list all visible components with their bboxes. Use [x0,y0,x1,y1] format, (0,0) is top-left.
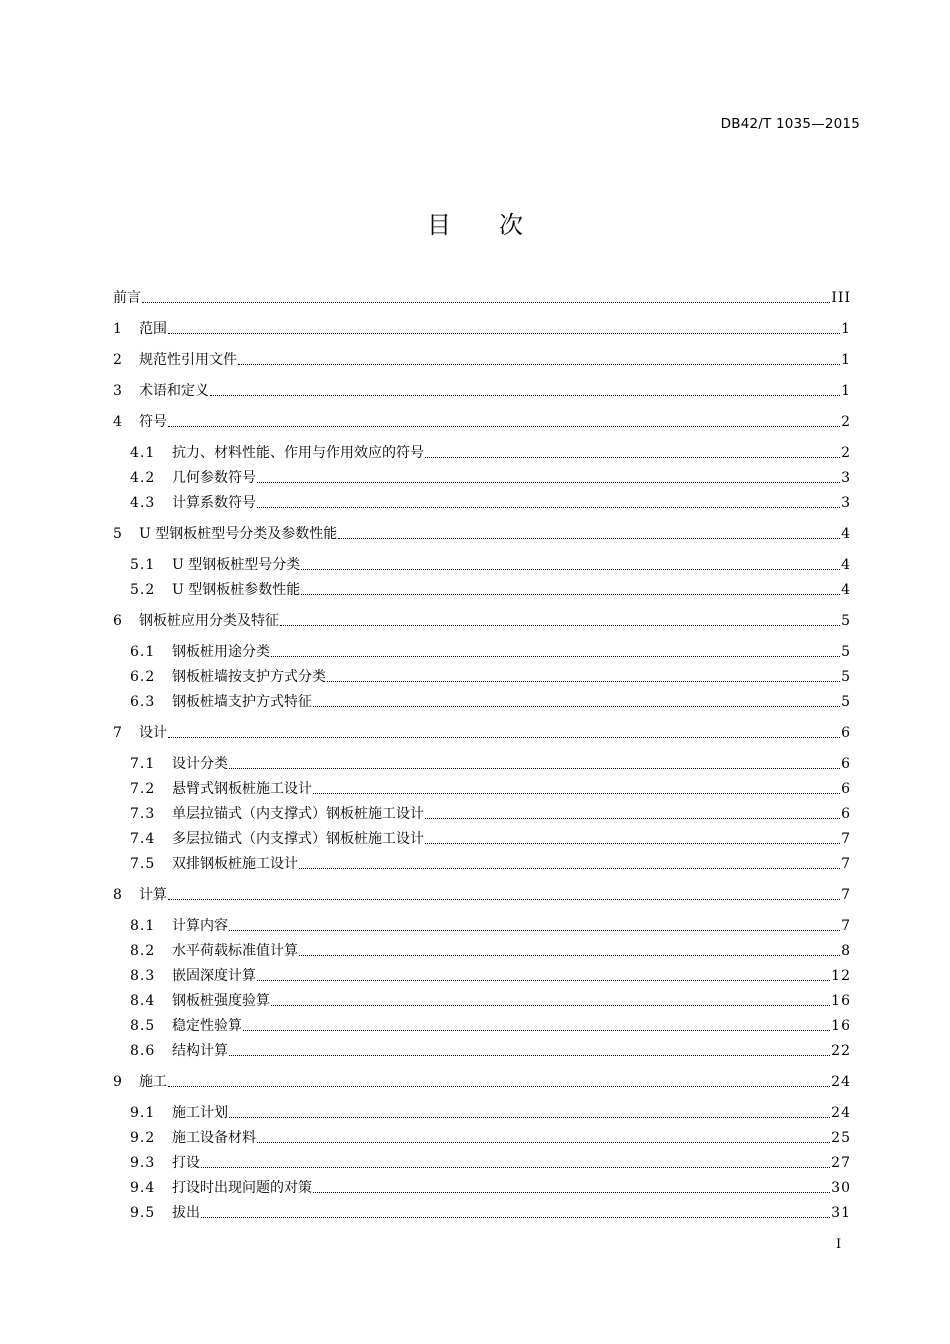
toc-entry-number: 7.4 [130,831,156,847]
toc-entry-page: 7 [841,856,851,872]
toc-entry[interactable] [130,493,851,513]
toc-entry-title: 打设时出现问题的对策 [172,1180,312,1196]
toc-entry-page: 31 [831,1205,851,1221]
toc-entry-title: 钢板桩应用分类及特征 [139,613,279,629]
toc-dot-leader [327,680,840,682]
toc-dot-leader [238,363,840,365]
toc-entry-number: 9.4 [130,1180,156,1196]
toc-entry-page: 7 [841,887,851,903]
toc-entry-number: 7.2 [130,781,156,797]
toc-entry-title: 施工计划 [172,1105,228,1121]
toc-entry-title: 稳定性验算 [172,1018,242,1034]
toc-entry-number: 4.3 [130,495,156,511]
toc-entry-page: 16 [831,993,851,1009]
toc-entry-page: 24 [831,1105,851,1121]
toc-entry-number: 4.1 [130,445,156,461]
toc-entry-page: 6 [841,806,851,822]
toc-dot-leader [313,792,840,794]
toc-entry-page: 4 [841,526,851,542]
toc-entry-title: 双排钢板桩施工设计 [172,856,298,872]
toc-dot-leader [243,1029,830,1031]
toc-entry-title: 钢板桩墙按支护方式分类 [172,669,326,685]
toc-entry[interactable] [113,611,851,631]
toc-dot-leader [168,332,840,334]
toc-entry-title: 术语和定义 [139,383,209,399]
toc-entry-page: 1 [841,321,851,337]
toc-dot-leader [229,929,840,931]
toc-entry-page: 6 [841,781,851,797]
toc-dot-leader [201,1216,830,1218]
toc-entry-number: 6 [113,613,122,629]
toc-entry-title: 钢板桩墙支护方式特征 [172,694,312,710]
toc-entry-title: 设计分类 [172,756,228,772]
toc-entry-number: 4 [113,414,122,430]
toc-entry-title: U 型钢板桩型号分类 [172,557,301,573]
toc-entry[interactable] [113,524,851,544]
toc-entry[interactable] [130,1128,851,1148]
toc-entry-number: 6.1 [130,644,156,660]
toc-entry-number: 3 [113,383,122,399]
toc-entry-page: 5 [841,694,851,710]
toc-entry-title: 范围 [139,321,167,337]
toc-entry-page: 2 [841,414,851,430]
toc-entry-page: III [831,290,851,306]
toc-entry-title: 钢板桩用途分类 [172,644,270,660]
toc-entry[interactable] [130,1178,851,1198]
toc-entry-number: 7.5 [130,856,156,872]
toc-entry-title: 嵌固深度计算 [172,968,256,984]
toc-entry-page: 2 [841,445,851,461]
toc-entry-number: 4.2 [130,470,156,486]
toc-entry-page: 3 [841,470,851,486]
toc-entry[interactable] [113,350,851,370]
toc-dot-leader [168,736,840,738]
toc-entry-title: 符号 [139,414,167,430]
toc-entry-title: 计算内容 [172,918,228,934]
toc-entry-page: 24 [831,1074,851,1090]
toc-entry-page: 16 [831,1018,851,1034]
toc-dot-leader [299,954,840,956]
toc-entry-page: 12 [831,968,851,984]
toc-dot-leader [301,568,840,570]
toc-dot-leader [210,394,840,396]
toc-entry-number: 9 [113,1074,122,1090]
toc-entry-page: 5 [841,669,851,685]
toc-entry[interactable] [130,1203,851,1223]
toc-entry[interactable] [130,1153,851,1173]
toc-dot-leader [338,537,840,539]
toc-entry[interactable] [130,580,851,600]
toc-entry-title: 施工 [139,1074,167,1090]
toc-entry[interactable] [130,941,851,961]
toc-entry-page: 4 [841,582,851,598]
toc-entry-number: 9.3 [130,1155,156,1171]
toc-dot-leader [257,481,840,483]
toc-entry-page: 30 [831,1180,851,1196]
toc-entry-number: 5.2 [130,582,156,598]
toc-entry-number: 1 [113,321,122,337]
toc-entry-page: 27 [831,1155,851,1171]
toc-entry-title: 单层拉锚式（内支撑式）钢板桩施工设计 [172,806,424,822]
toc-dot-leader [425,817,840,819]
toc-entry-number: 7 [113,725,122,741]
toc-entry-number: 8.4 [130,993,156,1009]
toc-entry-title: 拔出 [172,1205,200,1221]
toc-entry-page: 7 [841,918,851,934]
toc-entry-title: 结构计算 [172,1043,228,1059]
toc-dot-leader [229,1054,830,1056]
toc-entry[interactable] [113,1072,851,1092]
toc-entry[interactable] [130,642,851,662]
toc-entry[interactable] [130,1103,851,1123]
toc-dot-leader [142,301,830,303]
toc-entry-page: 5 [841,644,851,660]
toc-entry-number: 8.6 [130,1043,156,1059]
toc-entry-number: 9.5 [130,1205,156,1221]
toc-entry[interactable] [113,412,851,432]
toc-entry[interactable] [130,1041,851,1061]
toc-entry-page: 1 [841,352,851,368]
toc-entry-title: 多层拉锚式（内支撑式）钢板桩施工设计 [172,831,424,847]
toc-entry-title: 悬臂式钢板桩施工设计 [172,781,312,797]
toc-dot-leader [229,767,840,769]
toc-entry[interactable] [130,468,851,488]
toc-dot-leader [168,898,840,900]
toc-entry[interactable] [113,885,851,905]
toc-entry-page: 6 [841,756,851,772]
toc-entry-number: 9.2 [130,1130,156,1146]
toc-entry[interactable] [130,829,851,849]
toc-dot-leader [168,1085,830,1087]
toc-dot-leader [229,1116,830,1118]
toc-dot-leader [425,456,840,458]
toc-entry-number: 5 [113,526,122,542]
toc-entry-number: 8.2 [130,943,156,959]
toc-entry[interactable] [130,804,851,824]
toc-dot-leader [271,1004,830,1006]
toc-entry-page: 22 [831,1043,851,1059]
toc-entry[interactable] [130,667,851,687]
toc-entry-page: 25 [831,1130,851,1146]
page-title: 目次 [427,211,571,239]
toc-entry[interactable] [113,723,851,743]
toc-entry-title: U 型钢板桩型号分类及参数性能 [139,526,338,542]
toc-entry-number: 8 [113,887,122,903]
document-code: DB42/T 1035—2015 [720,116,860,132]
toc-entry-number: 7.1 [130,756,156,772]
toc-dot-leader [280,624,840,626]
toc-entry-title: 计算 [139,887,167,903]
toc-dot-leader [168,425,840,427]
toc-entry[interactable] [130,854,851,874]
toc-entry[interactable] [113,319,851,339]
toc-entry-number: 6.3 [130,694,156,710]
toc-entry-title: 水平荷载标准值计算 [172,943,298,959]
toc-entry[interactable] [130,1016,851,1036]
toc-dot-leader [257,979,830,981]
toc-entry-title: 计算系数符号 [172,495,256,511]
toc-dot-leader [313,1191,830,1193]
toc-entry[interactable] [130,966,851,986]
toc-dot-leader [313,705,840,707]
toc-entry-page: 6 [841,725,851,741]
toc-entry[interactable] [130,991,851,1011]
toc-entry[interactable] [113,381,851,401]
toc-entry[interactable] [113,288,851,308]
toc-entry[interactable] [130,754,851,774]
toc-entry[interactable] [130,555,851,575]
toc-entry-title: 抗力、材料性能、作用与作用效应的符号 [172,445,424,461]
toc-entry-number: 8.3 [130,968,156,984]
toc-entry-number: 2 [113,352,122,368]
toc-entry-number: 6.2 [130,669,156,685]
toc-dot-leader [201,1166,830,1168]
toc-entry-title: 打设 [172,1155,200,1171]
toc-entry[interactable] [130,916,851,936]
toc-entry-page: 5 [841,613,851,629]
toc-entry-page: 7 [841,831,851,847]
toc-entry-number: 5.1 [130,557,156,573]
toc-dot-leader [271,655,840,657]
toc-entry-page: 8 [841,943,851,959]
toc-dot-leader [301,593,840,595]
toc-dot-leader [425,842,840,844]
toc-entry-page: 1 [841,383,851,399]
toc-entry-title: 钢板桩强度验算 [172,993,270,1009]
toc-entry-title: 规范性引用文件 [139,352,237,368]
toc-entry[interactable] [130,692,851,712]
toc-entry-title: 施工设备材料 [172,1130,256,1146]
toc-entry[interactable] [130,779,851,799]
toc-entry-number: 9.1 [130,1105,156,1121]
toc-dot-leader [257,506,840,508]
toc-entry-number: 8.1 [130,918,156,934]
toc-entry-title: 设计 [139,725,167,741]
toc-entry-page: 3 [841,495,851,511]
page-number: I [836,1237,842,1252]
toc-entry-number: 7.3 [130,806,156,822]
toc-entry-page: 4 [841,557,851,573]
toc-entry-number: 8.5 [130,1018,156,1034]
toc-entry-title: 前言 [113,290,141,306]
toc-entry-title: 几何参数符号 [172,470,256,486]
toc-entry[interactable] [130,443,851,463]
toc-dot-leader [257,1141,830,1143]
toc-entry-title: U 型钢板桩参数性能 [172,582,301,598]
toc-dot-leader [299,867,840,869]
